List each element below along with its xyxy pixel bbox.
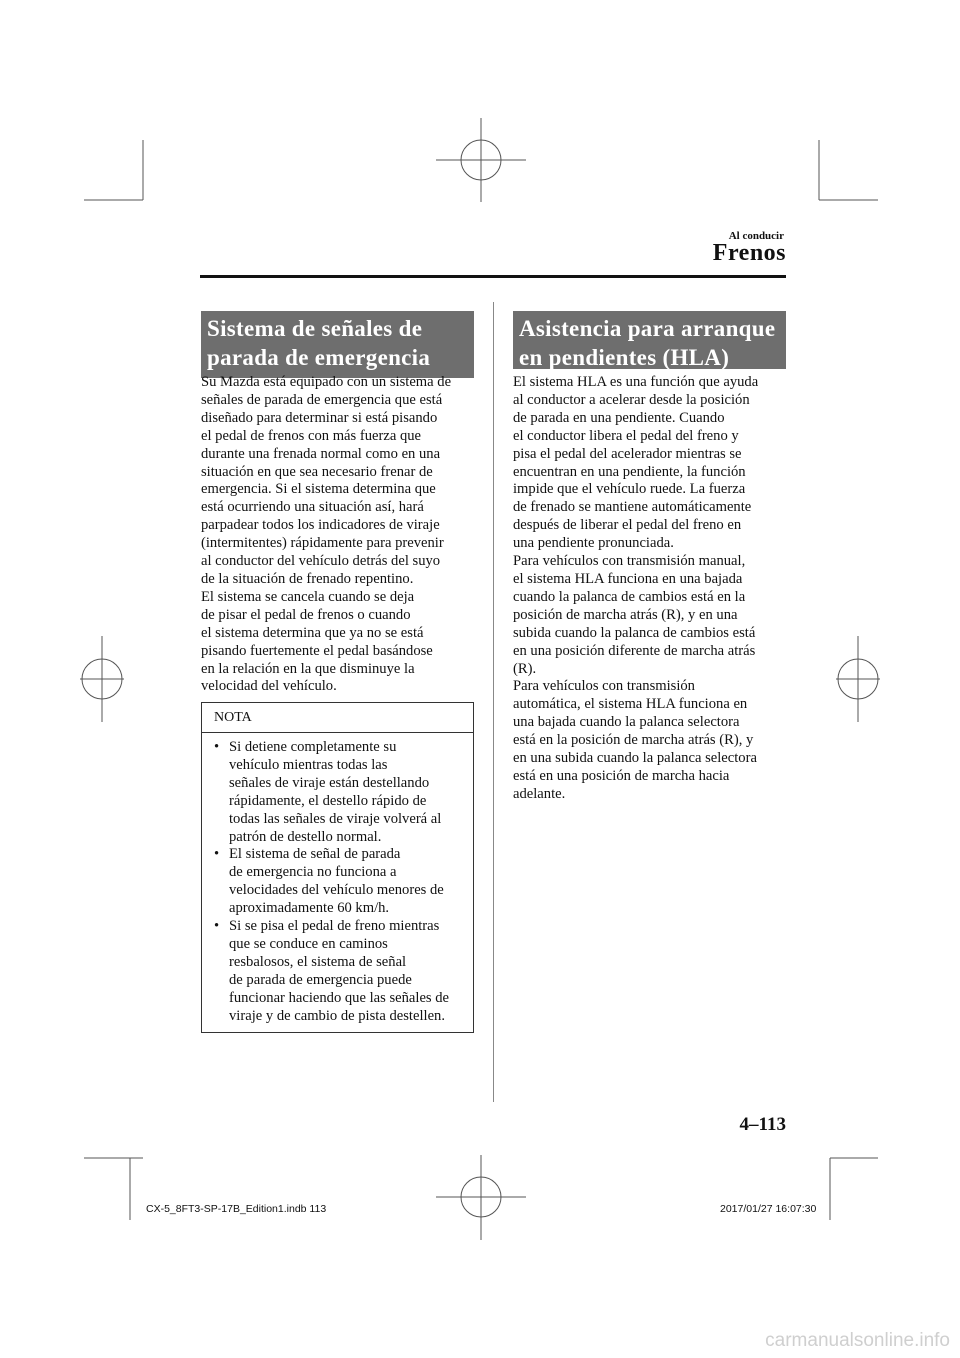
body-line: Su Mazda está equipado con un sistema de [201,374,452,390]
bullet-line: todas las señales de viraje volverá al [229,810,442,827]
bullet-line: vehículo mientras todas las [229,756,388,773]
body-line: de frenado se mantiene automáticamente [513,499,752,516]
heading-line: parada de emergencia [207,345,431,370]
heading-line: Asistencia para arranque [519,316,776,341]
bullet-dot-icon: • [214,846,220,863]
body-line: encuentran en una pendiente, la función [513,463,746,480]
heading-line: Sistema de señales de [207,316,423,341]
bullet-line: de emergencia no funciona a [229,864,397,881]
body-line: al conductor del vehículo detrás del suyo [201,553,441,570]
bullet-line: señales de viraje están destellando [229,774,430,791]
body-line: automática, el sistema HLA funciona en [513,696,748,713]
body-line: el pedal de frenos con más fuerza que [201,427,422,444]
note-bullet [211,739,449,846]
note-bullet [211,918,449,1025]
note-bullet [211,846,449,918]
body-line: situación en que sea necesario frenar de [201,463,433,480]
body-line: durante una frenada normal como en una [201,445,441,462]
emergency-signal-heading [201,311,474,378]
bullet-line: Si detiene completamente su [229,739,397,755]
print-file-info: CX-5_8FT3-SP-17B_Edition1.indb 113 [146,1203,327,1215]
note-bullets [211,739,449,1026]
bullet-line: de parada de emergencia puede [229,971,412,988]
body-line: pisando fuertemente el pedal basándose [201,642,433,659]
heading-line: en pendientes (HLA) [519,345,730,370]
print-timestamp: 2017/01/27 16:07:30 [720,1203,817,1215]
bullet-line: Si se pisa el pedal de freno mientras [229,918,440,935]
body-line: cuando la palanca de cambios está en la [513,588,746,605]
body-line: (R). [513,660,537,677]
body-line: está ocurriendo una situación así, hará [201,499,424,516]
body-line: al conductor a acelerar desde la posición [513,391,750,408]
hla-body [513,374,758,804]
bullet-dot-icon: • [214,739,220,755]
body-line: El sistema HLA es una función que ayuda [513,374,759,390]
body-line: el sistema determina que ya no se está [201,624,424,641]
body-line: impide que el vehículo ruede. La fuerza [513,481,746,498]
body-line: (intermitentes) rápidamente para prevenir [201,535,444,552]
body-line: en una subida cuando la palanca selectora [513,750,757,767]
body-line: subida cuando la palanca de cambios está [513,624,756,641]
body-line: diseñado para determinar si está pisando [201,409,438,426]
bullet-line: patrón de destello normal. [229,828,382,845]
body-line: una bajada cuando la palanca selectora [513,714,740,731]
bullet-line: viraje y de cambio de pista destellen. [229,1007,445,1024]
note-title: NOTA [214,710,252,725]
note-box [201,702,474,1033]
section-label: Al conducir [728,230,784,242]
note-separator [202,732,473,733]
page-number: 4–113 [739,1114,786,1135]
section-title: Frenos [712,240,786,266]
body-line: el sistema HLA funciona en una bajada [513,570,743,587]
body-line: después de liberar el pedal del freno en [513,517,742,534]
hla-heading [513,311,786,369]
body-line: de la situación de frenado repentino. [201,570,414,587]
bullet-line: El sistema de señal de parada [229,846,401,863]
body-line: parpadear todos los indicadores de viraje [201,517,440,534]
body-line: está en una posición de marcha hacia [513,767,730,784]
body-line: Para vehículos con transmisión [513,678,695,695]
body-line: pisa el pedal del acelerador mientras se [513,445,742,462]
body-line: emergencia. Si el sistema determina que [201,481,436,498]
bullet-line: funcionar haciendo que las señales de [229,989,450,1006]
body-line: de pisar el pedal de frenos o cuando [201,606,411,623]
watermark: carmanualsonline.info [765,1330,950,1351]
body-line: señales de parada de emergencia que está [201,391,443,408]
body-line: Para vehículos con transmisión manual, [513,553,746,570]
body-line: está en la posición de marcha atrás (R), y [513,732,754,749]
header-rule [200,275,786,278]
body-line: en una posición diferente de marcha atrás [513,642,756,659]
body-line: una pendiente pronunciada. [513,535,674,552]
body-line: en la relación en la que disminuye la [201,660,415,677]
column-divider [493,302,494,1102]
body-line: el conductor libera el pedal del freno y [513,427,739,444]
body-line: adelante. [513,785,566,802]
bullet-dot-icon: • [214,918,220,935]
emergency-signal-body [201,374,451,696]
bullet-line: resbalosos, el sistema de señal [229,953,407,970]
bullet-line: rápidamente, el destello rápido de [229,792,427,809]
body-line: posición de marcha atrás (R), y en una [513,606,738,623]
bullet-line: aproximadamente 60 km/h. [229,900,390,917]
body-line: El sistema se cancela cuando se deja [201,588,415,605]
bullet-line: que se conduce en caminos [229,935,388,952]
body-line: de parada en una pendiente. Cuando [513,409,725,426]
body-line: velocidad del vehículo. [201,678,337,695]
bullet-line: velocidades del vehículo menores de [229,882,444,899]
